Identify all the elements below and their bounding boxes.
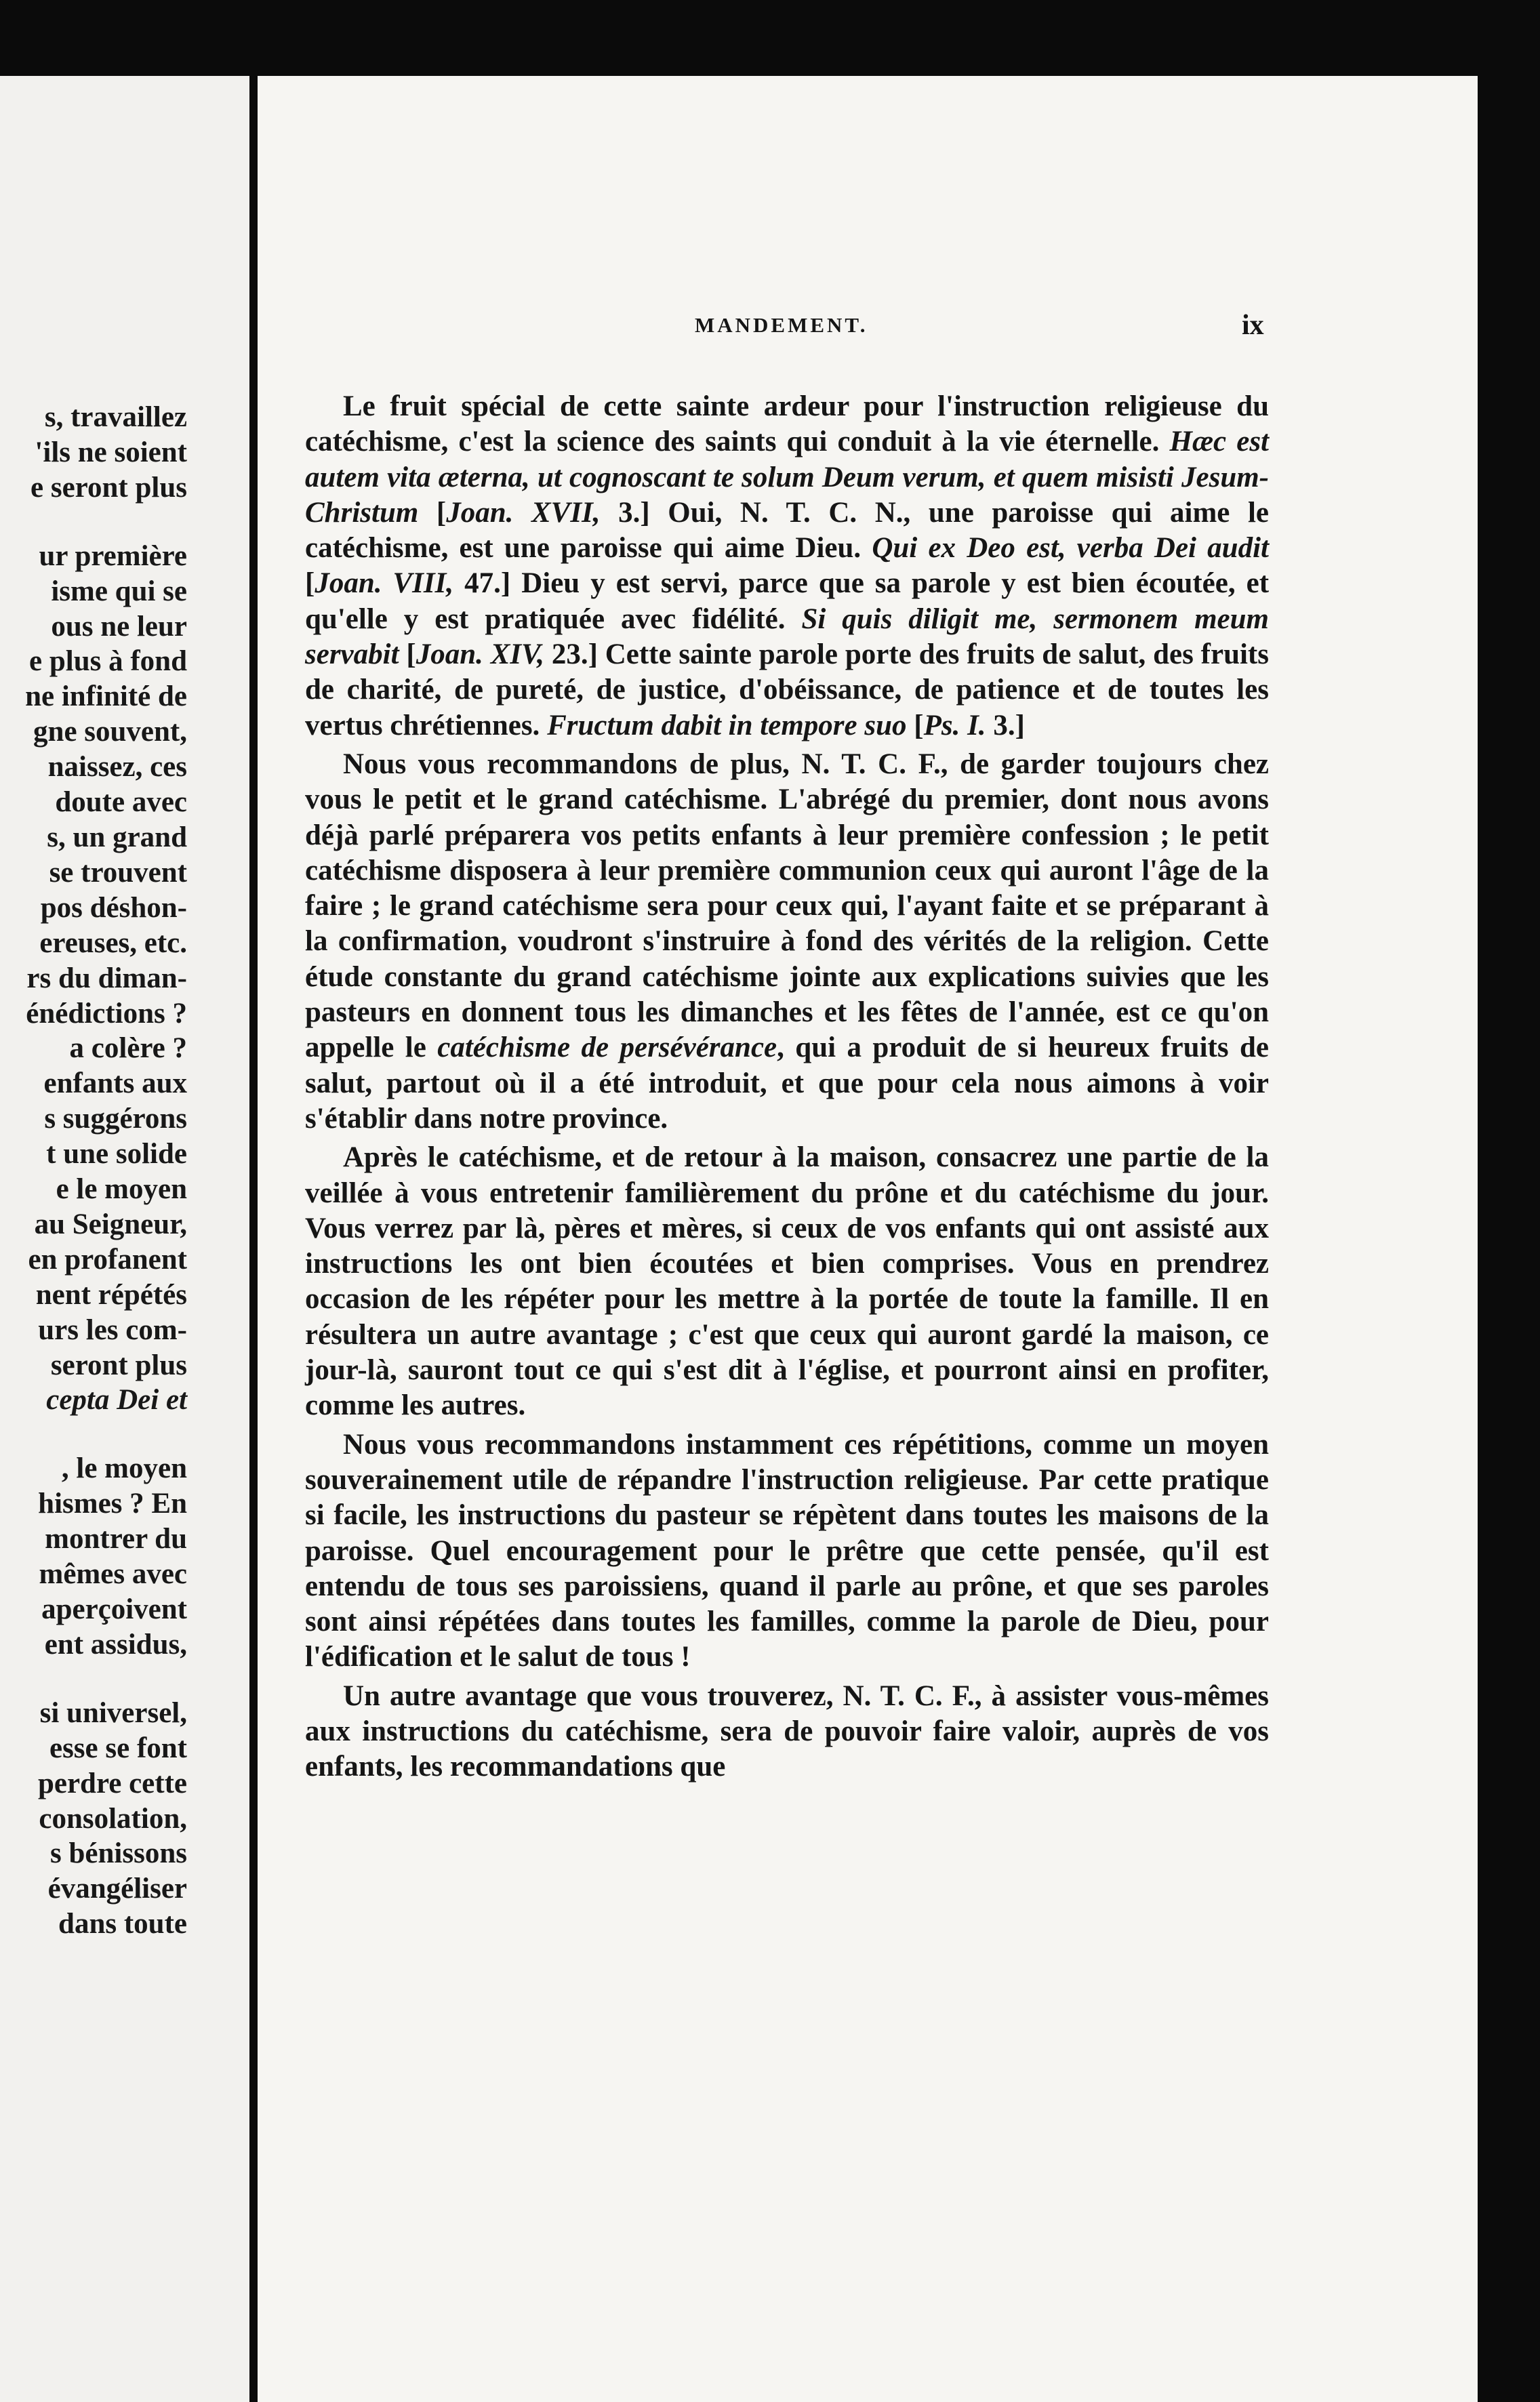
latin-quotation: Ps. I. xyxy=(923,709,986,741)
text-segment: Nous vous recommandons de plus, N. T. C. F., de garder toujours chez vous le petit et le grand catéchisme. L'abrégé du premier, dont nous avons déjà parlé préparera vos petits enfants à leur première confession ; le petit catéchisme disposera à leur première communion ceux qui auront l'âge de la faire ; le grand catéchisme sera pour ceux qui, l'ayant faite et se préparant à la confirmation, voudront s'instruire à fond des vérités de la religion. Cette étude constante du grand catéchisme jointe aux explications suivies que les pasteurs en donnent tous les dimanches et les fêtes de l'année, est ce qu'on appelle le xyxy=(305,748,1269,1064)
left-fragment-line: aperçoivent xyxy=(41,1593,187,1625)
left-page-text-fragments xyxy=(0,400,187,1942)
latin-quotation: catéchisme de persévérance xyxy=(437,1032,777,1064)
latin-quotation: Si quis diligit me, sermonem meum servabit xyxy=(305,603,1269,671)
left-fragment-line: dans toute xyxy=(58,1908,187,1940)
paragraph xyxy=(305,1427,1269,1675)
left-fragment-line: au Seigneur, xyxy=(34,1208,187,1240)
text-segment: Le fruit spécial de cette sainte ardeur pour l'instruction religieuse du catéchisme, c'est la science des saints qui conduit à la vie éternelle. xyxy=(305,390,1269,458)
left-fragment-line: 'ils ne soient xyxy=(35,436,187,468)
text-segment: Nous vous recommandons instamment ces répétitions, comme un moyen souverainement utile de répandre l'instruction religieuse. Par cette pratique si facile, les instructions du pasteur se répètent dans toutes les maisons de la paroisse. Quel encouragement pour le prêtre que cette pensée, qu'il est entendu de tous ses paroissiens, quand il parle au prône, et que ses paroles sont ainsi répétées dans toutes les familles, comme la parole de Dieu, pour l'édification et le salut de tous ! xyxy=(305,1428,1269,1673)
latin-quotation: Joan. XIV, xyxy=(416,638,544,671)
text-segment: [ xyxy=(906,709,924,741)
body-text xyxy=(305,389,1269,1789)
left-fragment-line: rs du diman- xyxy=(26,962,187,994)
text-segment: , qui a produit de si heureux fruits de salut, partout où il a été introduit, et que pour cela nous aimons à voir s'établir dans notre province. xyxy=(305,1032,1269,1135)
text-segment: 23.] Cette sainte parole porte des fruits de salut, des fruits de charité, de pureté, de justice, d'obéissance, de patience et de toutes les vertus chrétiennes. xyxy=(305,638,1269,741)
left-fragment-line: , le moyen xyxy=(61,1452,187,1485)
left-fragment-line: ent assidus, xyxy=(44,1628,187,1661)
left-fragment-line: seront plus xyxy=(50,1349,187,1381)
left-fragment-line: e plus à fond xyxy=(29,645,187,678)
latin-quotation: Hæc est autem vita æterna, ut cognoscant te solum Deum verum, et quem misisti Jesum-Christum xyxy=(305,426,1269,529)
left-fragment-line: cepta Dei et xyxy=(46,1384,187,1417)
text-segment: [ xyxy=(305,567,315,600)
left-fragment-line: se trouvent xyxy=(49,856,187,889)
text-segment: 3.] xyxy=(986,709,1025,741)
text-segment: [ xyxy=(399,638,416,671)
running-head: MANDEMENT. xyxy=(695,313,868,337)
left-fragment-line: ereuses, etc. xyxy=(39,927,187,959)
left-fragment-line: doute avec xyxy=(55,786,187,819)
latin-quotation: Qui ex Deo est, verba Dei audit xyxy=(872,532,1269,565)
left-fragment-line: e seront plus xyxy=(31,471,187,504)
text-segment: Après le catéchisme, et de retour à la maison, consacrez une partie de la veillée à vous entretenir familièrement du prône et du catéchisme du jour. Vous verrez par là, pères et mères, si ceux de vos enfants qui ont assisté aux instructions les ont bien écoutées et bien comprises. Vous en prendrez occasion de les répéter pour les mettre à la portée de toute la famille. Il en résultera un autre avantage ; c'est que ceux qui auront gardé la maison, ce jour-là, sauront tout ce qui s'est dit à l'église, et pourront ainsi en profiter, comme les autres. xyxy=(305,1141,1269,1422)
left-fragment-line: isme qui se xyxy=(51,575,187,607)
left-fragment-line: ne infinité de xyxy=(25,680,187,713)
left-fragment-line xyxy=(0,1418,187,1451)
latin-quotation: Joan. XVII, xyxy=(446,496,601,529)
left-fragment-line: gne souvent, xyxy=(33,716,187,748)
left-fragment-line: évangéliser xyxy=(47,1873,187,1905)
book-page xyxy=(258,76,1478,2402)
left-fragment-line: consolation, xyxy=(39,1802,187,1835)
left-fragment-line: urs les com- xyxy=(38,1314,187,1346)
left-fragment-line: enfants aux xyxy=(43,1067,187,1100)
text-segment: [ xyxy=(418,496,447,529)
paragraph xyxy=(305,747,1269,1137)
text-segment: 47.] Dieu y est servi, parce que sa parole y est bien écoutée, et qu'elle y est pratiquée avec fidélité. xyxy=(305,567,1270,635)
left-fragment-line: énédictions ? xyxy=(26,997,187,1030)
latin-quotation: Fructum dabit in tempore suo xyxy=(547,709,907,741)
left-fragment-line: esse se font xyxy=(49,1732,187,1764)
left-fragment-line: perdre cette xyxy=(37,1767,187,1799)
left-fragment-line: s, un grand xyxy=(47,821,187,853)
left-fragment-line: hismes ? En xyxy=(38,1488,187,1520)
left-fragment-line: a colère ? xyxy=(69,1032,187,1065)
left-fragment-line: nent répétés xyxy=(35,1278,187,1311)
facing-left-page xyxy=(0,76,249,2402)
paragraph xyxy=(305,1140,1269,1423)
left-fragment-line: mêmes avec xyxy=(39,1558,187,1591)
left-fragment-line: t une solide xyxy=(46,1138,187,1171)
left-fragment-line: si universel, xyxy=(39,1696,187,1729)
paragraph xyxy=(305,389,1269,744)
left-fragment-line: s suggérons xyxy=(44,1103,187,1135)
left-fragment-line: e le moyen xyxy=(56,1173,187,1206)
page-header xyxy=(258,310,1478,354)
left-fragment-line xyxy=(0,1663,187,1696)
left-fragment-line: s, travaillez xyxy=(44,401,187,433)
left-fragment-line: ur première xyxy=(39,540,187,572)
left-fragment-line: ous ne leur xyxy=(51,610,187,643)
left-fragment-line: montrer du xyxy=(45,1523,187,1555)
left-fragment-line xyxy=(0,506,187,539)
text-segment: 3.] Oui, N. T. C. N., une paroisse qui aime le catéchisme, est une paroisse qui aime Dieu. xyxy=(305,496,1269,565)
page-number: ix xyxy=(1242,310,1264,341)
latin-quotation: Joan. VIII, xyxy=(315,567,454,600)
text-segment: Un autre avantage que vous trouverez, N. T. C. F., à assister vous-mêmes aux instructions du catéchisme, sera de pouvoir faire valoir, auprès de vos enfants, les recommandations que xyxy=(305,1680,1269,1783)
left-fragment-line: en profanent xyxy=(28,1243,187,1276)
paragraph xyxy=(305,1679,1269,1785)
left-fragment-line: naissez, ces xyxy=(47,751,187,783)
left-fragment-line: s bénissons xyxy=(50,1837,187,1870)
left-fragment-line: pos déshon- xyxy=(40,891,187,924)
